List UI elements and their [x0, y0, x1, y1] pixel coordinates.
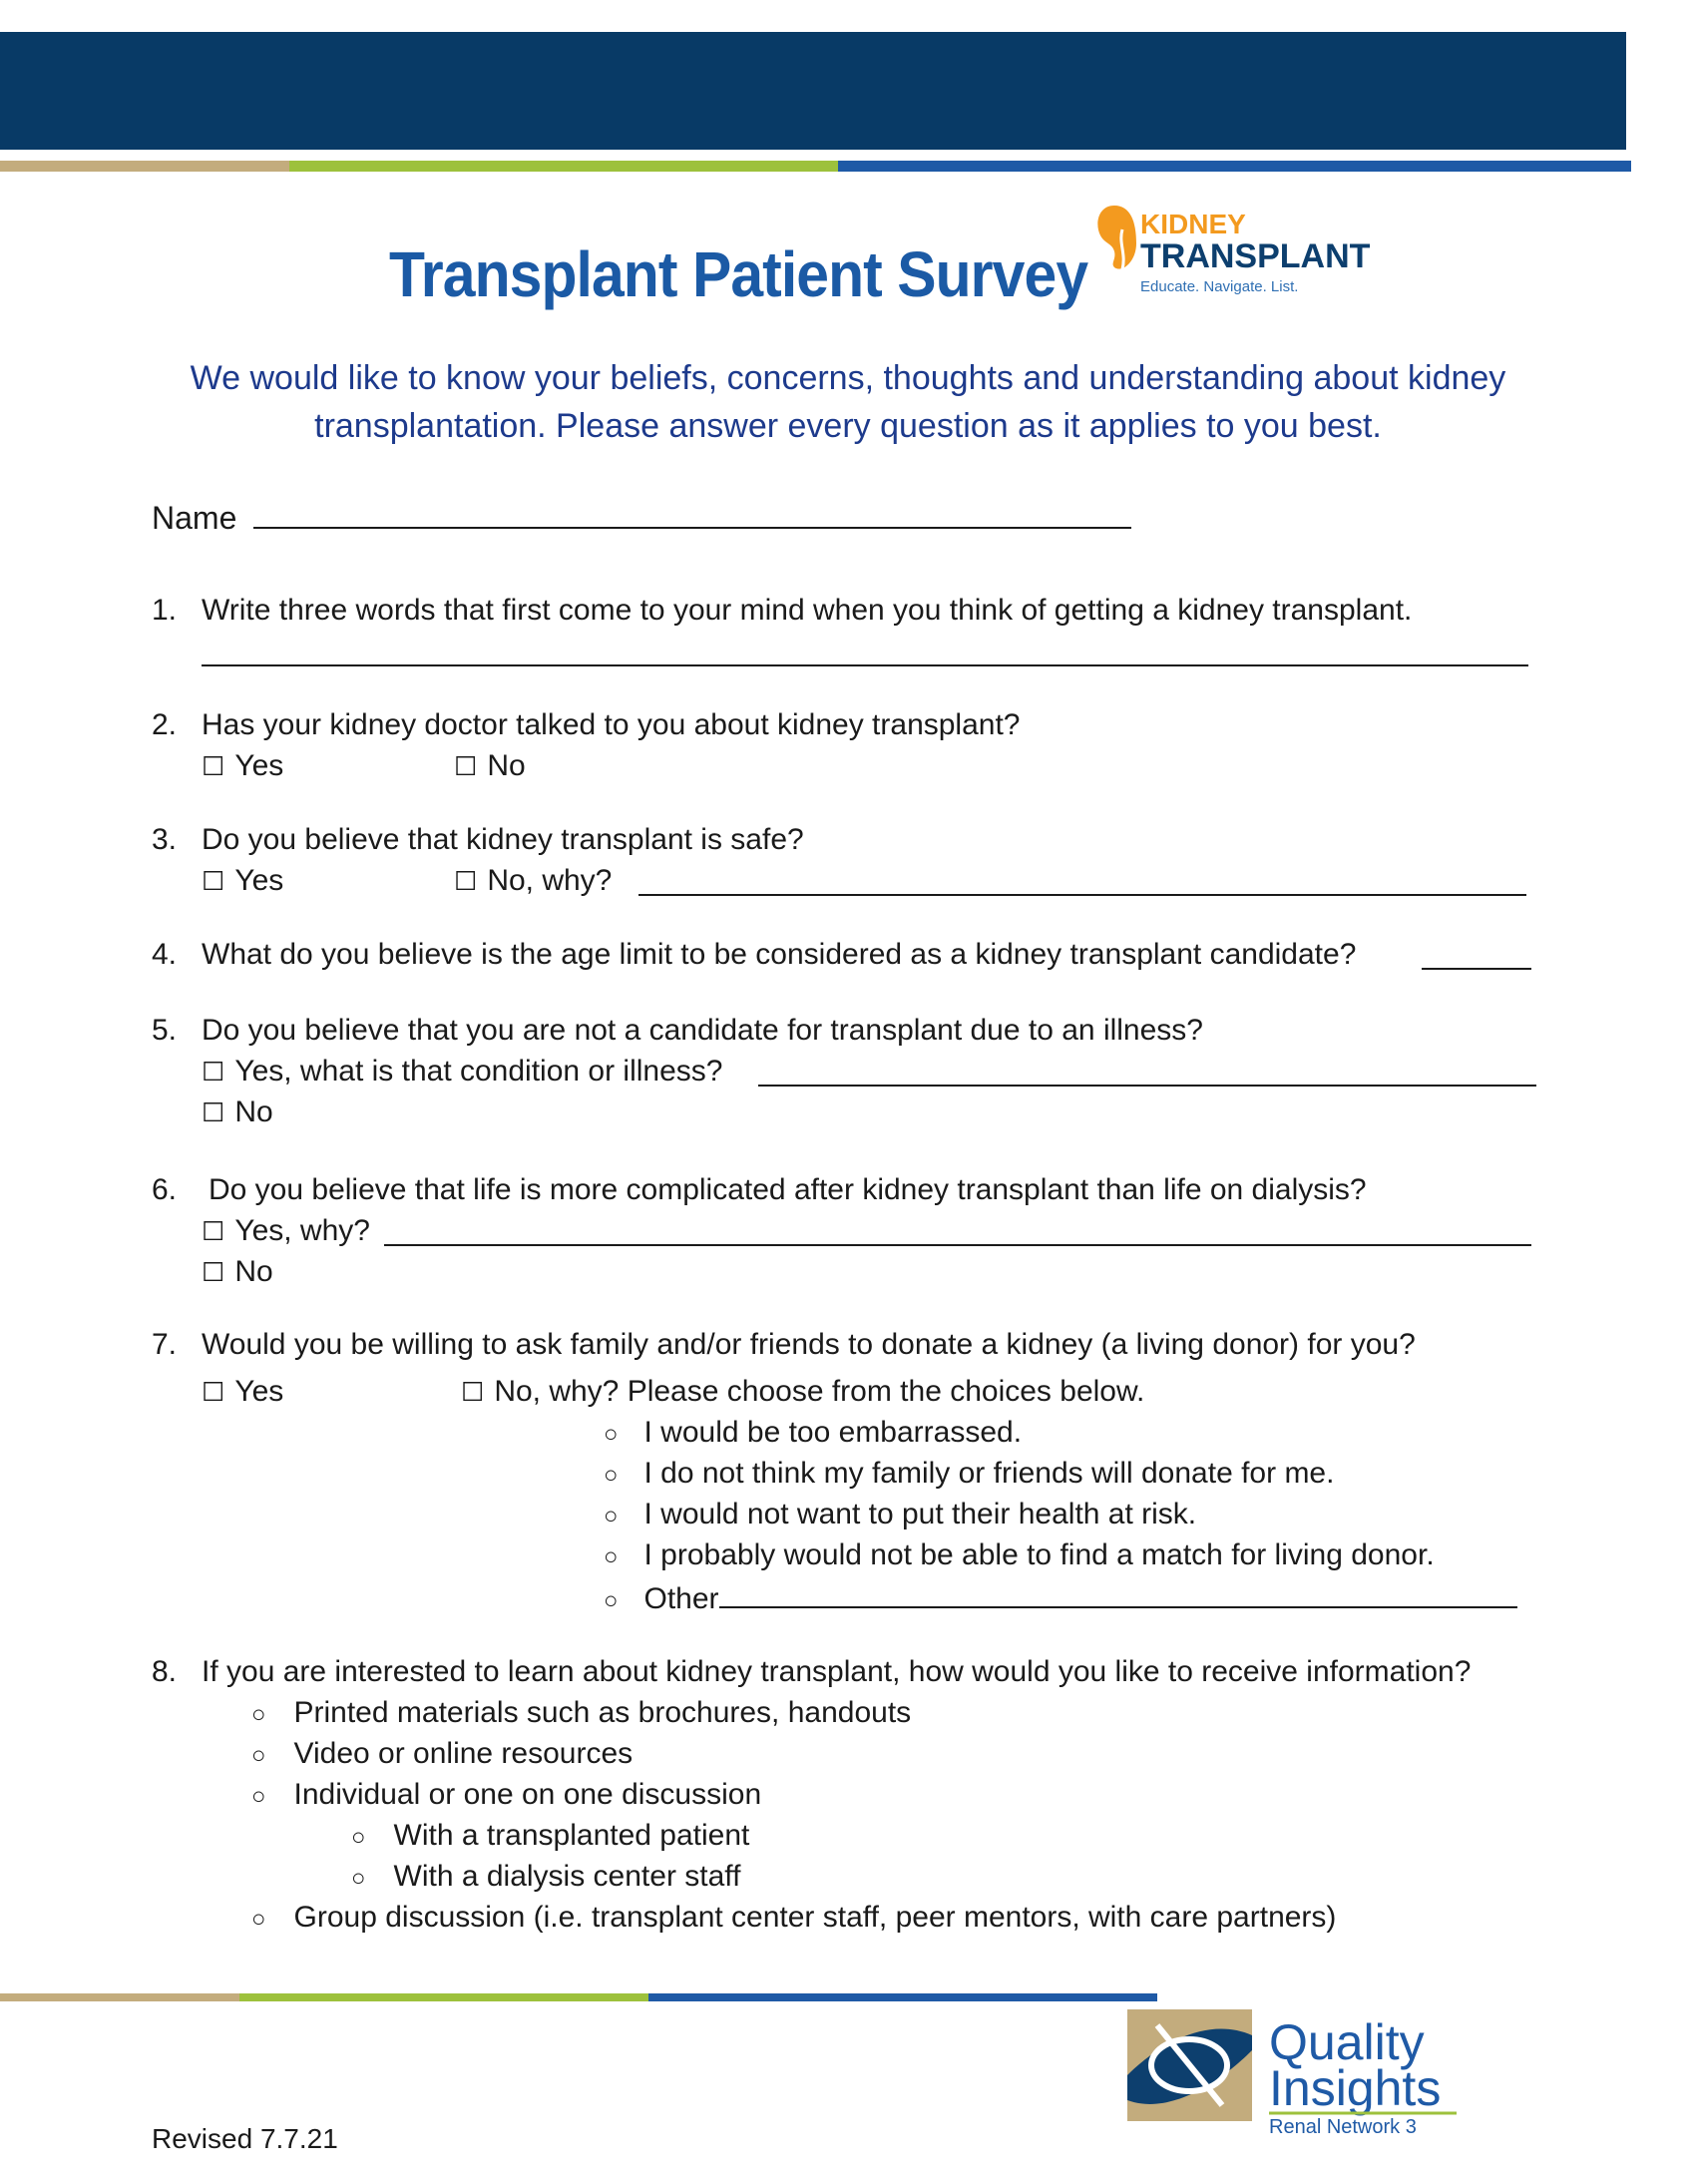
- q6-why-field[interactable]: [384, 1214, 1531, 1246]
- q7-choice[interactable]: ○ I do not think my family or friends will donate for me.: [604, 1457, 1335, 1490]
- circle-bullet-icon: ○: [251, 1701, 266, 1728]
- q8-subchoice[interactable]: ○ With a dialysis center staff: [351, 1860, 741, 1893]
- logo-insights-text: Insights: [1269, 2060, 1442, 2116]
- q2-option-yes[interactable]: ☐ Yes: [202, 749, 284, 782]
- question-2: 2. Has your kidney doctor talked to you about kidney transplant?: [152, 708, 1021, 741]
- checkbox-icon: ☐: [202, 866, 225, 896]
- question-7-text: Would you be willing to ask family and/or friends to donate a kidney (a living donor) for you?: [202, 1328, 1416, 1361]
- revised-date: Revised 7.7.21: [152, 2123, 338, 2154]
- circle-bullet-icon: ○: [604, 1421, 619, 1448]
- question-4: 4. What do you believe is the age limit to be considered as a kidney transplant candidate?: [152, 938, 1357, 971]
- q7-choice[interactable]: ○ I would not want to put their health at risk.: [604, 1498, 1197, 1530]
- question-6-text: Do you believe that life is more complicated after kidney transplant than life on dialysis?: [209, 1173, 1367, 1206]
- kidney-icon: [1097, 206, 1136, 269]
- circle-bullet-icon: ○: [604, 1543, 619, 1570]
- q8-choice[interactable]: ○ Printed materials such as brochures, handouts: [251, 1696, 912, 1729]
- circle-bullet-icon: ○: [251, 1906, 266, 1933]
- checkbox-icon: ☐: [454, 866, 478, 896]
- question-7: 7. Would you be willing to ask family and/or friends to donate a kidney (a living donor) for you?: [152, 1328, 1416, 1361]
- footer-stripe-blue: [648, 1993, 1157, 2001]
- checkbox-icon: ☐: [454, 751, 478, 781]
- circle-bullet-icon: ○: [251, 1742, 266, 1769]
- q5-condition-field[interactable]: [758, 1055, 1536, 1087]
- question-8-text: If you are interested to learn about kidney transplant, how would you like to receive information?: [202, 1655, 1472, 1688]
- checkbox-icon: ☐: [202, 1057, 225, 1087]
- q8-choice[interactable]: ○ Video or online resources: [251, 1737, 634, 1770]
- logo-quality-text: Quality: [1269, 2014, 1425, 2070]
- question-2-text: Has your kidney doctor talked to you about kidney transplant?: [202, 708, 1021, 741]
- circle-bullet-icon: ○: [251, 1783, 266, 1810]
- question-1-text: Write three words that first come to your mind when you think of getting a kidney transplant.: [202, 594, 1413, 627]
- q5-option-yes[interactable]: ☐ Yes, what is that condition or illness?: [202, 1055, 723, 1088]
- page-title: Transplant Patient Survey: [389, 238, 1088, 310]
- checkbox-icon: ☐: [202, 1257, 225, 1287]
- q7-option-no[interactable]: ☐ No, why? Please choose from the choices below.: [461, 1375, 1145, 1408]
- q1-answer-field[interactable]: [202, 635, 1528, 666]
- header-stripe-blue: [838, 161, 1631, 172]
- quality-insights-logo: [1127, 2005, 1486, 2138]
- q3-option-no[interactable]: ☐ No, why?: [454, 864, 613, 897]
- name-field[interactable]: [253, 497, 1131, 529]
- question-4-text: What do you believe is the age limit to be considered as a kidney transplant candidate?: [202, 938, 1357, 971]
- question-6: 6. Do you believe that life is more complicated after kidney transplant than life on dialysis?: [152, 1173, 1367, 1206]
- circle-bullet-icon: ○: [604, 1587, 619, 1614]
- circle-bullet-icon: ○: [604, 1462, 619, 1489]
- header-band: [0, 32, 1626, 150]
- q2-option-no[interactable]: ☐ No: [454, 749, 526, 782]
- footer-stripe-tan: [0, 1993, 239, 2001]
- name-label: Name: [152, 500, 237, 536]
- question-3: 3. Do you believe that kidney transplant is safe?: [152, 823, 804, 856]
- q3-why-field[interactable]: [638, 864, 1526, 896]
- q7-choice[interactable]: ○ I would be too embarrassed.: [604, 1416, 1023, 1449]
- checkbox-icon: ☐: [202, 1097, 225, 1127]
- footer-stripe-green: [239, 1993, 648, 2001]
- q5-option-no[interactable]: ☐ No: [202, 1095, 273, 1128]
- logo-transplant-text: TRANSPLANT: [1140, 237, 1371, 275]
- intro-text: We would like to know your beliefs, concerns, thoughts and understanding about kidney transplantation. Please answer every question as it applies to you best.: [190, 359, 1506, 445]
- logo-tagline: Educate. Navigate. List.: [1140, 278, 1299, 295]
- q7-other-field[interactable]: [719, 1576, 1517, 1608]
- question-3-text: Do you believe that kidney transplant is safe?: [202, 823, 804, 856]
- q7-choice[interactable]: ○ I probably would not be able to find a match for living donor.: [604, 1538, 1435, 1571]
- checkbox-icon: ☐: [202, 751, 225, 781]
- question-5: 5. Do you believe that you are not a candidate for transplant due to an illness?: [152, 1014, 1203, 1047]
- q7-option-yes[interactable]: ☐ Yes: [202, 1375, 284, 1408]
- q6-option-no[interactable]: ☐ No: [202, 1255, 273, 1288]
- kidney-transplant-logo: [1092, 200, 1371, 299]
- q8-subchoice[interactable]: ○ With a transplanted patient: [351, 1819, 750, 1852]
- q8-choice[interactable]: ○ Group discussion (i.e. transplant center staff, peer mentors, with care partners): [251, 1901, 1337, 1934]
- circle-bullet-icon: ○: [351, 1865, 366, 1892]
- q6-option-yes[interactable]: ☐ Yes, why?: [202, 1214, 370, 1247]
- q8-choice[interactable]: ○ Individual or one on one discussion: [251, 1778, 762, 1811]
- checkbox-icon: ☐: [202, 1216, 225, 1246]
- question-8: 8. If you are interested to learn about kidney transplant, how would you like to receive information?: [152, 1655, 1472, 1688]
- q4-age-field[interactable]: [1422, 938, 1531, 970]
- checkbox-icon: ☐: [461, 1377, 485, 1407]
- q7-choice-other[interactable]: ○ Other: [604, 1576, 1517, 1621]
- header-stripe-green: [289, 161, 838, 172]
- question-1: 1. Write three words that first come to your mind when you think of getting a kidney transplant.: [152, 594, 1413, 627]
- name-row: [152, 497, 1131, 538]
- q3-option-yes[interactable]: ☐ Yes: [202, 864, 284, 897]
- header-stripe-tan: [0, 161, 289, 172]
- checkbox-icon: ☐: [202, 1377, 225, 1407]
- circle-bullet-icon: ○: [604, 1503, 619, 1529]
- logo-kidney-text: KIDNEY: [1140, 209, 1246, 239]
- logo-renal-network-text: Renal Network 3: [1269, 2116, 1417, 2138]
- question-5-text: Do you believe that you are not a candidate for transplant due to an illness?: [202, 1014, 1203, 1047]
- circle-bullet-icon: ○: [351, 1824, 366, 1851]
